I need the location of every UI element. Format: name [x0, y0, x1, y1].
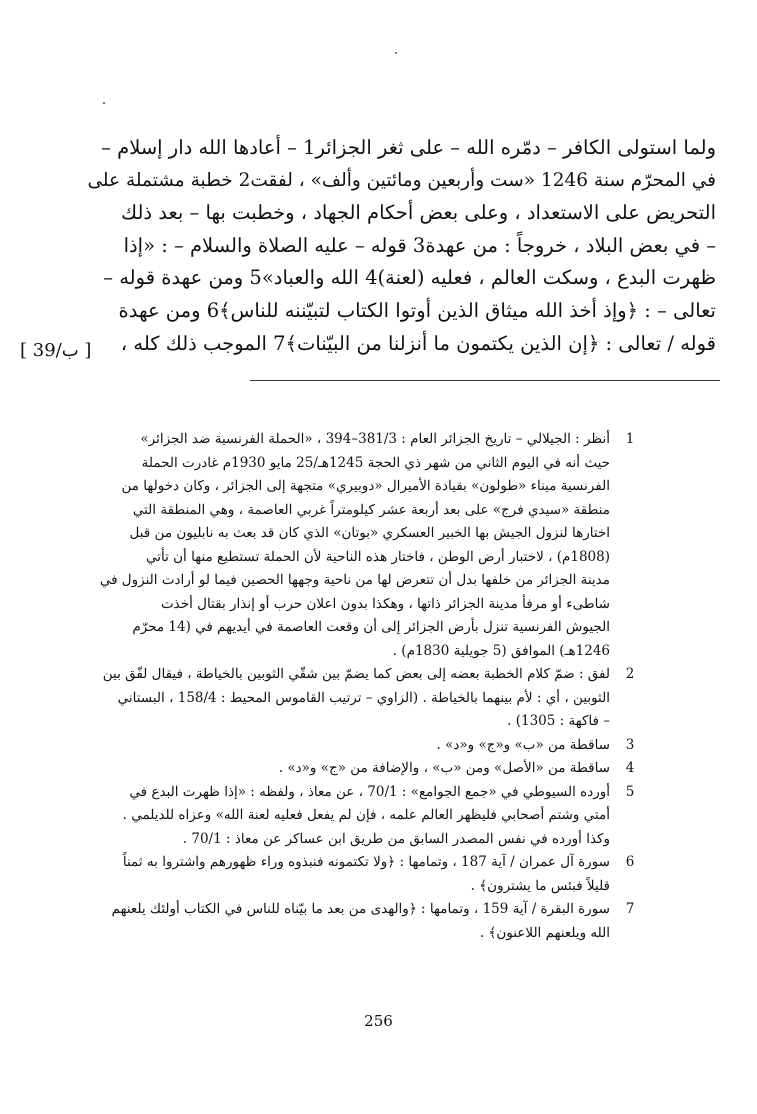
main-text-line: في المحرّم سنة 1246 «ست وأربعين ومائتين وألف» ، لفقت2 خطبة مشتملة على [87, 169, 716, 191]
footnote [50, 851, 650, 898]
footnote [50, 663, 650, 734]
footnote [50, 781, 650, 852]
footnote [50, 898, 650, 945]
footnote [50, 734, 650, 758]
footnote-line: شاطىء أو مرفأ مدينة الجزائر ذاتها ، وهكذا بدون اعلان حرب أو إنذار بقتال أخذت [160, 595, 610, 612]
footnote-number: 3 [625, 736, 635, 753]
scan-speck [103, 102, 105, 104]
footnote-line: منطقة «سيدي فرج» على بعد أربعة عشر كيلومتراً غربي العاصمة ، وهي المنطقة التي [132, 501, 610, 518]
footnote-line: الجيوش الفرنسية تنزل بأرض الجزائر إلى أن وقعت العاصمة في أيديهم في (14 محرّم [132, 619, 610, 635]
footnote-line: ساقطة من «الأصل» ومن «ب» ، والإضافة من «ج» و«د» . [278, 760, 610, 776]
footnote-line: سورة آل عمران / آية 187 ، وتمامها : ﴿ولا تكتمونه فنبذوه وراء ظهورهم واشتروا به ثمناً [122, 854, 610, 870]
footnote-line: (1808م) ، لاختبار أرض الوطن ، فاختار هذه الناحية لأن الحملة تستطيع منها أن تأتي [145, 548, 610, 565]
footnote-line: الله ويلعنهم اللاعنون﴾ . [479, 924, 610, 941]
footnote-text [50, 428, 610, 663]
footnote-line: – فاكهة : 1305) . [507, 713, 610, 729]
main-text-line: تعالى – : ﴿وإذ أخذ الله ميثاق الذين أوتوا الكتاب لتبيّننه للناس﴾6 ومن عهدة [118, 298, 716, 322]
footnote-number: 5 [625, 783, 635, 800]
footnote-line: مدينة الجزائر من خلفها بدل أن تتعرض لها من ناحية وجهها الحصين فيما لو أرادت النزول في [99, 572, 610, 588]
main-text-line: – في بعض البلاد ، خروجاً : من عهدة3 قوله – عليه الصلاة والسلام – : «إذا [123, 233, 716, 257]
footnote-line: لفق : ضمّ كلام الخطبة بعضه إلى بعض كما يضمّ بين شقّي الثوبين بالخياطة ، فيقال لفّق بين [102, 666, 610, 682]
footnote-number: 7 [625, 901, 635, 917]
main-text-line: ولما استولى الكافر – دمّره الله – على ثغر الجزائر1 – أعادها الله دار إسلام – [101, 136, 716, 159]
main-text-line: التحريض على الاستعداد ، وعلى بعض أحكام الجهاد ، وخطبت بها – بعد ذلك [121, 201, 716, 225]
footnote-line: أنظر : الجيلالي – تاريخ الجزائر العام : 381/3–394 ، «الحملة الفرنسية ضد الجزائر» [140, 431, 610, 447]
footnote-text [50, 898, 610, 945]
footnote-line: اختارها لنزول الجيش بها الخبير العسكري «بوتان» الذي كان قد بعث به نابليون من قبل [129, 525, 610, 541]
footnote-separator [250, 380, 720, 381]
footnote-text [50, 734, 610, 758]
manuscript-folio-marker: [ 39/ب ] [20, 340, 92, 361]
footnote [50, 428, 650, 663]
page-number: 256 [364, 1012, 393, 1030]
footnote-number: 1 [625, 431, 635, 447]
footnote-line: حيث أنه في اليوم الثاني من شهر ذي الحجة 1245هـ/25 مايو 1930م غادرت الحملة [141, 454, 610, 471]
footnote-line: الثوبين ، أي : لأم بينهما بالخياطة . (الزاوي – ترتيب القاموس المحيط : 158/4 ، البستاني [117, 689, 610, 706]
main-text [80, 132, 716, 360]
footnote-line: ساقطة من «ب» و«ج» و«د» . [436, 736, 610, 753]
footnote-number: 6 [625, 854, 635, 870]
main-text-line: قوله / تعالى : ﴿إن الذين يكتمون ما أنزلنا من البيّنات﴾7 الموجب ذلك كله ، [120, 331, 716, 355]
footnote-number: 4 [625, 760, 635, 776]
footnote-line: أورده السيوطي في «جمع الجوامع» : 70/1 ، عن معاذ ، ولفظه : «إذا ظهرت البدع في [129, 783, 610, 800]
scan-speck [395, 52, 397, 54]
footnotes [50, 428, 650, 945]
footnote-line: أمتي وشتم أصحابي فليظهر العالم علمه ، فإن لم يفعل فعليه لعنة الله» وعزاه للديلمي . [122, 807, 610, 823]
footnote-number: 2 [625, 666, 635, 682]
footnote-line: سورة البقرة / آية 159 ، وتمامها : ﴿والهدى من بعد ما بيّناه للناس في الكتاب أولئك يلعنهم [111, 901, 610, 917]
footnote-line: وكذا أورده في نفس المصدر السابق من طريق ابن عساكر عن معاذ : 70/1 . [182, 830, 610, 847]
footnote-line: قليلاً فبئس ما يشترون﴾ . [470, 877, 610, 894]
footnote-text [50, 663, 610, 734]
footnote [50, 757, 650, 781]
footnote-line: 1246هـ) الموافق (5 جويلية 1830م) . [392, 642, 610, 659]
main-text-line: ظهرت البدع ، وسكت العالم ، فعليه (لعنة)4 الله والعباد»5 ومن عهدة قوله – [103, 266, 716, 290]
footnote-line: الفرنسية ميناء «طولون» بقيادة الأميرال «دوبيري» متجهة إلى الجزائر ، وكان دخولها من [121, 478, 610, 494]
footnote-text [50, 851, 610, 898]
footnote-text [50, 781, 610, 852]
footnote-text [50, 757, 610, 781]
